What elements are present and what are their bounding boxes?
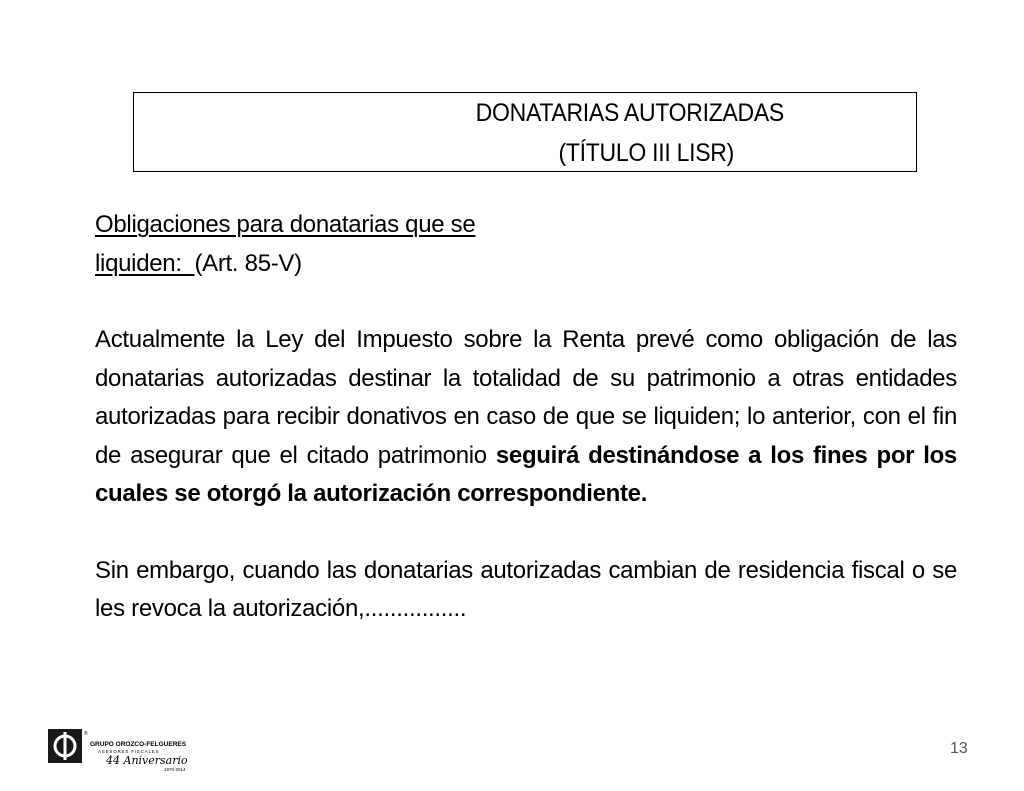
logo-company-name: GRUPO OROZCO-FELGUERES <box>90 741 187 748</box>
company-logo <box>46 727 196 775</box>
page-number: 13 <box>950 740 968 757</box>
logo-anniversary: 44 Aniversario <box>106 754 188 767</box>
slide-subtitle-law: (TÍTULO III LISR) <box>558 139 734 167</box>
svg-text:®: ® <box>84 731 88 737</box>
logo-tagline: ASESORES FISCALES <box>98 749 160 754</box>
logo-years: 1970-2014 <box>164 767 186 772</box>
paragraph-1-text: Actualmente la Ley del Impuesto sobre la Renta prevé como obligación de las donatarias autorizadas destinar la totalidad de su patrimonio a otras entidades autorizadas para recibir donativos en caso de que se liquiden; lo anterior, con el fin de asegurar que el citado patrimonio <box>95 326 957 469</box>
slide-content <box>95 206 957 629</box>
heading-underlined-1: Obligaciones para donatarias que se <box>95 211 476 238</box>
article-reference: (Art. 85-V) <box>194 249 302 277</box>
heading-underlined-2: liquiden: <box>95 249 195 277</box>
paragraph-2: Sin embargo, cuando las donatarias autorizadas cambian de residencia fiscal o se les revoca la autorización,................ <box>95 556 957 622</box>
paragraph-1-bold: seguirá destinándose a los fines por los cuales se otorgó la autorización correspondiente. <box>95 441 957 507</box>
section-heading <box>95 206 575 283</box>
title-box <box>133 92 917 172</box>
slide-title: DONATARIAS AUTORIZADAS <box>475 99 784 127</box>
paragraph-1 <box>95 321 957 514</box>
